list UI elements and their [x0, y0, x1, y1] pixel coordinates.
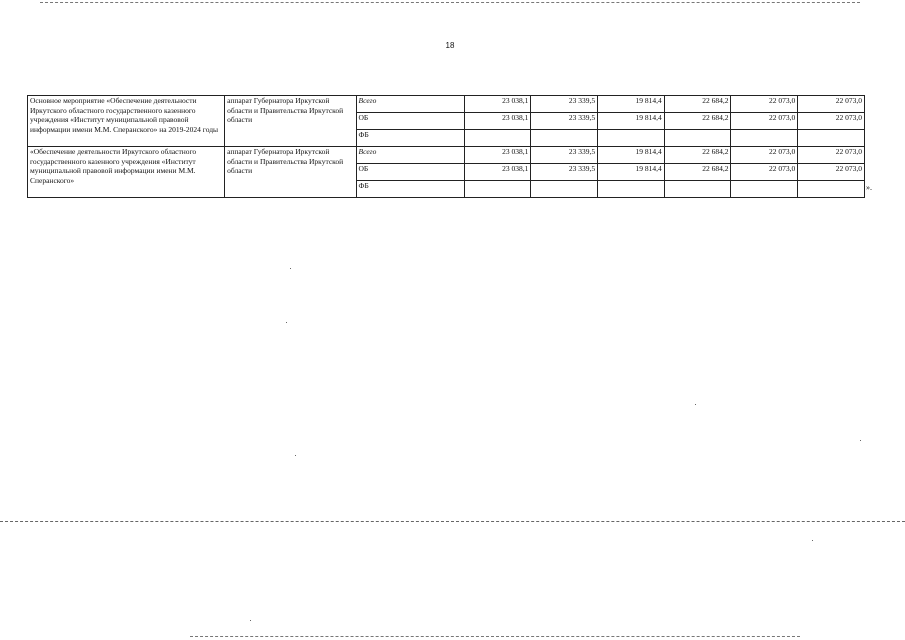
value-cell — [531, 181, 598, 198]
value-cell: 23 339,5 — [531, 96, 598, 113]
executor-cell: аппарат Губернатора Иркутской области и Правительства Иркутской области — [225, 96, 356, 147]
value-cell: 23 339,5 — [531, 113, 598, 130]
value-cell — [731, 130, 798, 147]
closing-quote-mark: ». — [866, 183, 872, 192]
value-cell: 23 038,1 — [464, 96, 531, 113]
value-cell: 22 684,2 — [664, 113, 731, 130]
value-cell — [664, 181, 731, 198]
table-row — [28, 147, 865, 164]
value-cell: 23 038,1 — [464, 113, 531, 130]
value-cell: 19 814,4 — [598, 164, 665, 181]
funding-source-cell: ФБ — [356, 181, 464, 198]
value-cell — [598, 130, 665, 147]
value-cell — [464, 130, 531, 147]
scan-artifact-bottom — [190, 636, 800, 637]
value-cell: 22 073,0 — [731, 147, 798, 164]
value-cell: 22 073,0 — [798, 147, 865, 164]
value-cell: 22 073,0 — [798, 113, 865, 130]
value-cell: 19 814,4 — [598, 96, 665, 113]
value-cell: 19 814,4 — [598, 147, 665, 164]
value-cell — [798, 130, 865, 147]
value-cell: 23 038,1 — [464, 164, 531, 181]
table-row — [28, 96, 865, 113]
scan-speck — [295, 455, 296, 456]
value-cell: 22 684,2 — [664, 164, 731, 181]
value-cell: 22 684,2 — [664, 96, 731, 113]
value-cell — [598, 181, 665, 198]
value-cell: 23 038,1 — [464, 147, 531, 164]
funding-source-cell: Всего — [356, 147, 464, 164]
value-cell: 23 339,5 — [531, 164, 598, 181]
scan-speck — [695, 404, 696, 405]
funding-source-cell: ОБ — [356, 164, 464, 181]
funding-source-cell: ОБ — [356, 113, 464, 130]
scan-speck — [250, 620, 251, 621]
value-cell: 22 073,0 — [798, 96, 865, 113]
value-cell: 22 073,0 — [731, 113, 798, 130]
scan-speck — [860, 440, 861, 441]
value-cell — [531, 130, 598, 147]
value-cell — [664, 130, 731, 147]
value-cell: 22 073,0 — [731, 164, 798, 181]
activity-name-cell: «Обеспечение деятельности Иркутского областного государственного казенного учреждения «Институт муниципальной правовой информации имени М.М. Сперанского» — [28, 147, 225, 198]
activity-name-cell: Основное мероприятие «Обеспечение деятельности Иркутского областного государственного казенного учреждения «Институт муниципальной правовой информации имени М.М. Сперанского» на 2019-2024 годы — [28, 96, 225, 147]
scan-artifact-top — [40, 2, 860, 3]
value-cell: 22 073,0 — [731, 96, 798, 113]
executor-cell: аппарат Губернатора Иркутской области и Правительства Иркутской области — [225, 147, 356, 198]
value-cell — [798, 181, 865, 198]
scan-speck — [812, 540, 813, 541]
value-cell — [464, 181, 531, 198]
funding-source-cell: Всего — [356, 96, 464, 113]
funding-source-cell: ФБ — [356, 130, 464, 147]
scan-speck — [290, 268, 291, 269]
scan-artifact-fold-line — [0, 521, 905, 522]
value-cell: 22 073,0 — [798, 164, 865, 181]
value-cell: 19 814,4 — [598, 113, 665, 130]
value-cell: 23 339,5 — [531, 147, 598, 164]
value-cell — [731, 181, 798, 198]
scan-speck — [286, 322, 287, 323]
value-cell: 22 684,2 — [664, 147, 731, 164]
page-number: 18 — [445, 41, 455, 50]
budget-table — [27, 95, 865, 198]
